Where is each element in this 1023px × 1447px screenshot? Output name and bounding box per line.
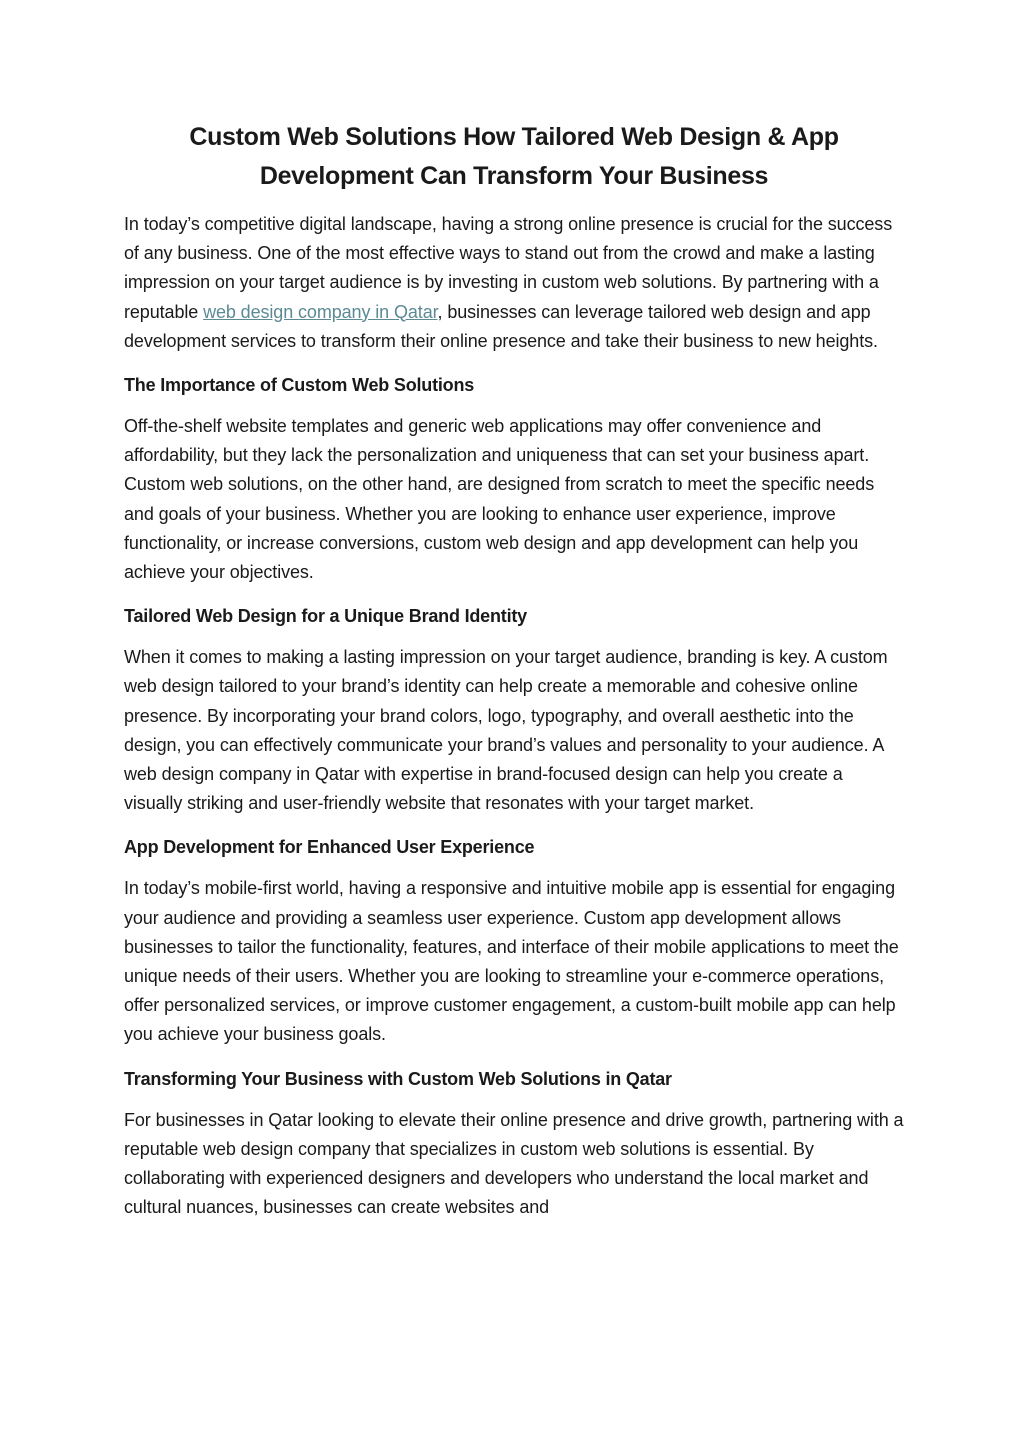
intro-paragraph bbox=[124, 210, 904, 356]
section-body-app-development: In today’s mobile-first world, having a responsive and intuitive mobile app is essential for engaging your audience and providing a seamless user experience. Custom app development allows businesses to tailor the functionality, features, and interface of their mobile applications to meet the unique needs of their users. Whether you are looking to streamline your e-commerce operations, offer personalized services, or improve customer engagement, a custom-built mobile app can help you achieve your business goals. bbox=[124, 878, 899, 1045]
web-design-company-link[interactable]: web design company in Qatar bbox=[203, 301, 438, 322]
intro-text-after-link: , businesses can leverage tailored web design and app development services to transform their online presence and take their business to new heights. bbox=[124, 301, 878, 351]
section-heading-app-development: App Development for Enhanced User Experience bbox=[124, 837, 535, 858]
section-body-tailored-design: When it comes to making a lasting impression on your target audience, branding is key. A custom web design tailored to your brand’s identity can help create a memorable and cohesive online presence. By incorporating your brand colors, logo, typography, and overall aesthetic into the design, you can effectively communicate your brand’s values and personality to your audience. A web design company in Qatar with expertise in brand-focused design can help you create a visually striking and user-friendly website that resonates with your target market. bbox=[124, 647, 888, 814]
document-page bbox=[124, 118, 904, 1236]
intro-text-before-link: In today’s competitive digital landscape, having a strong online presence is crucial for the success of any business. One of the most effective ways to stand out from the crowd and make a lasting impression on your target audience is by investing in custom web solutions. By partnering with a reputable bbox=[124, 214, 893, 322]
section-heading-transforming-business: Transforming Your Business with Custom Web Solutions in Qatar bbox=[124, 1068, 672, 1089]
section-heading-tailored-design: Tailored Web Design for a Unique Brand Identity bbox=[124, 606, 527, 627]
section-body-importance: Off-the-shelf website templates and generic web applications may offer convenience and affordability, but they lack the personalization and uniqueness that can set your business apart. Custom web solutions, on the other hand, are designed from scratch to meet the specific needs and goals of your business. Whether you are looking to enhance user experience, improve functionality, or increase conversions, custom web design and app development can help you achieve your objectives. bbox=[124, 416, 875, 583]
section-heading-importance: The Importance of Custom Web Solutions bbox=[124, 375, 475, 396]
section-body-transforming-business: For businesses in Qatar looking to elevate their online presence and drive growth, partnering with a reputable web design company that specializes in custom web solutions is essential. By collaborating with experienced designers and developers who understand the local market and cultural nuances, businesses can create websites and bbox=[124, 1109, 904, 1218]
document-title: Custom Web Solutions How Tailored Web Design & App Development Can Transform Your Business bbox=[189, 123, 839, 190]
